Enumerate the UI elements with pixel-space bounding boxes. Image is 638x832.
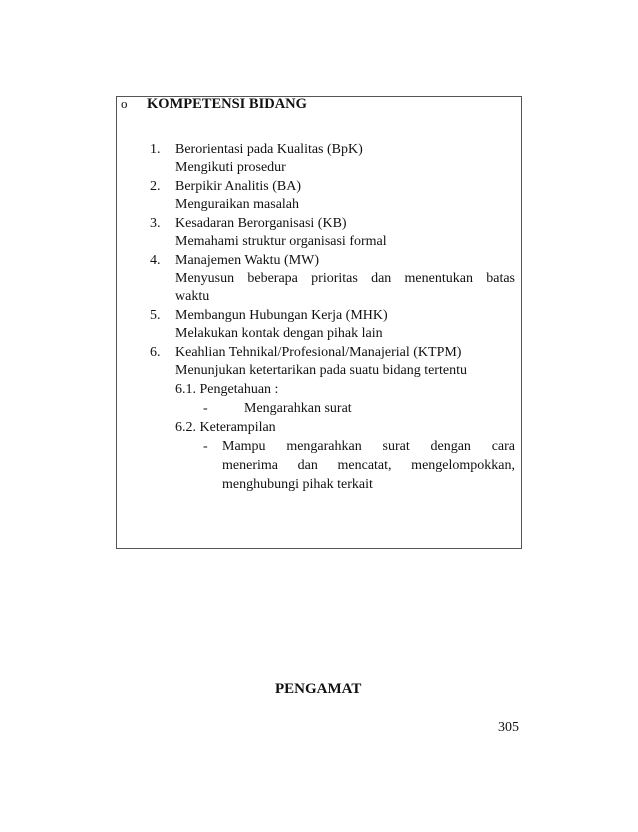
item-title: Kesadaran Berorganisasi (KB)	[175, 216, 347, 231]
item-description: Melakukan kontak dengan pihak lain	[175, 326, 383, 341]
subsection-knowledge-label: 6.1. Pengetahuan :	[175, 382, 279, 397]
item-description: Menunjukan ketertarikan pada suatu bidang tertentu	[175, 363, 467, 378]
knowledge-dash: -	[203, 401, 208, 416]
item-description: Menguraikan masalah	[175, 197, 300, 212]
item-number: 4.	[150, 253, 161, 268]
item-number: 5.	[150, 308, 161, 323]
item-number: 1.	[150, 142, 161, 157]
item-description-line: Menyusun beberapa prioritas dan menentukan batas	[175, 271, 515, 286]
item-description-line: waktu	[175, 289, 210, 304]
item-number: 3.	[150, 216, 161, 231]
skill-dash: -	[203, 439, 208, 454]
section-heading: KOMPETENSI BIDANG	[147, 96, 307, 112]
item-number: 2.	[150, 179, 161, 194]
page-number: 305	[498, 720, 519, 735]
item-title: Manajemen Waktu (MW)	[175, 253, 320, 268]
skill-item-line: menghubungi pihak terkait	[222, 477, 373, 492]
skill-item-line: Mampu mengarahkan surat dengan cara	[222, 439, 515, 454]
skill-item-line: menerima dan mencatat, mengelompokkan,	[222, 458, 515, 473]
item-title: Keahlian Tehnikal/Profesional/Manajerial (KTPM)	[175, 345, 462, 360]
item-description: Memahami struktur organisasi formal	[175, 234, 387, 249]
item-number: 6.	[150, 345, 161, 360]
subsection-skill-label: 6.2. Keterampilan	[175, 420, 276, 435]
item-title: Berpikir Analitis (BA)	[175, 179, 301, 194]
item-title: Membangun Hubungan Kerja (MHK)	[175, 308, 388, 323]
item-title: Berorientasi pada Kualitas (BpK)	[175, 142, 363, 157]
section-bullet: o	[121, 96, 128, 111]
knowledge-item: Mengarahkan surat	[244, 401, 352, 416]
signature-label: PENGAMAT	[275, 681, 362, 697]
item-description: Mengikuti prosedur	[175, 160, 286, 175]
